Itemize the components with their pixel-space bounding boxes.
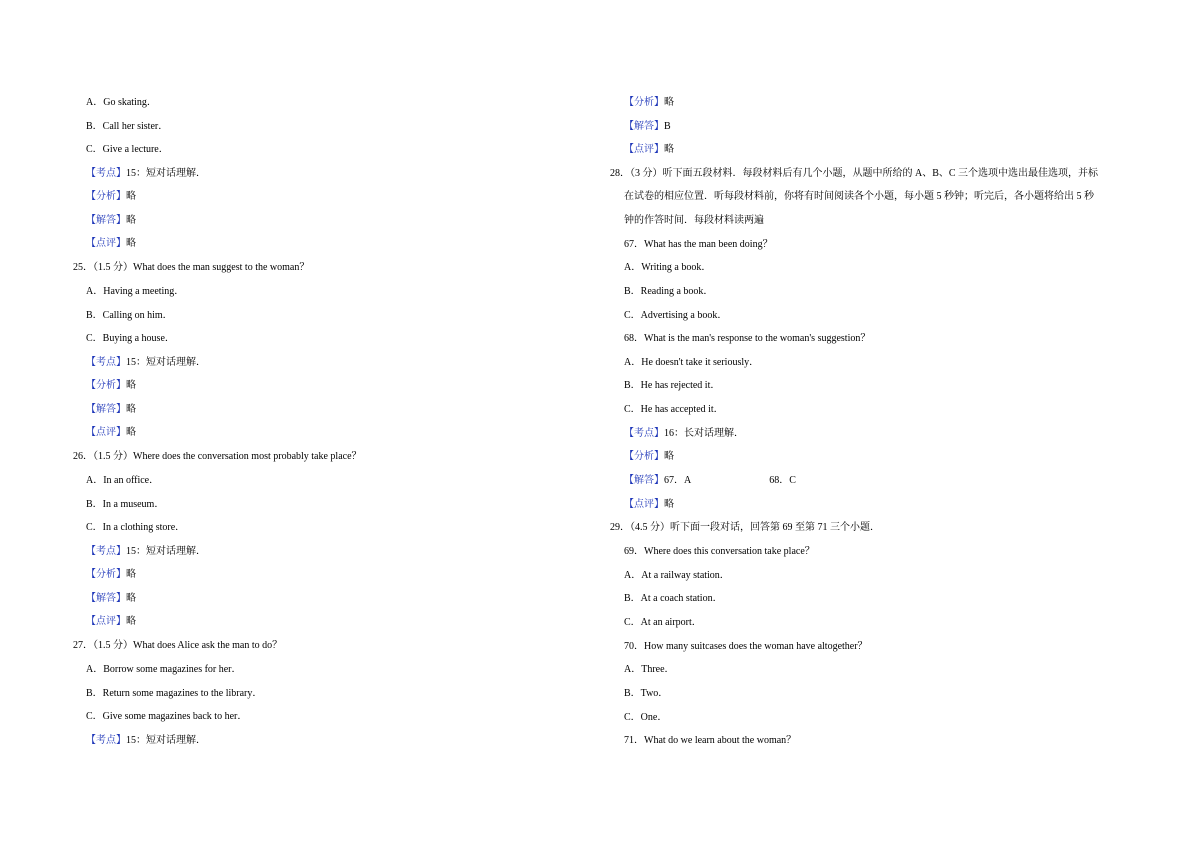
dianping-text: 略 [664, 499, 674, 510]
q27-option-a: A．Borrow some magazines for her． [86, 664, 242, 675]
q28-stem-line1: 28．（3 分）听下面五段材料．每段材料后有几个小题，从题中所给的 A、B、C 三个选项中选出最佳选项，并标 [610, 168, 1099, 179]
q25-kaodian [86, 356, 206, 370]
q26-jieda [86, 592, 136, 606]
fenxi-tag: 【分析】 [86, 380, 126, 391]
q28-fenxi [624, 450, 674, 464]
q26-dianping [86, 615, 136, 629]
q24-option-b: B．Call her sister． [86, 121, 169, 132]
fenxi-tag: 【分析】 [86, 569, 126, 580]
q68-option-b: B．He has rejected it． [624, 380, 721, 391]
q71-stem: 71．What do we learn about the woman？ [624, 735, 797, 746]
dianping-tag: 【点评】 [86, 427, 126, 438]
q68-option-c: C．He has accepted it． [624, 404, 724, 415]
q27-option-b: B．Return some magazines to the library． [86, 688, 263, 699]
q27-fenxi [624, 96, 674, 110]
dianping-tag: 【点评】 [86, 616, 126, 627]
kaodian-text: 15：短对话理解． [126, 735, 206, 746]
q28-stem-line2: 在试卷的相应位置．听每段材料前，你将有时间阅读各个小题，每小题 5 秒钟；听完后，各小题将给出 5 秒 [624, 191, 1094, 202]
q68-stem: 68．What is the man's response to the woman's suggestion？ [624, 333, 871, 344]
kaodian-tag: 【考点】 [86, 546, 126, 557]
kaodian-tag: 【考点】 [86, 735, 126, 746]
q25-option-b: B．Calling on him． [86, 310, 173, 321]
q24-dianping [86, 237, 136, 251]
q26-option-c: C．In a clothing store． [86, 522, 186, 533]
q28-dianping [624, 498, 674, 512]
dianping-text: 略 [126, 616, 136, 627]
jieda-tag: 【解答】 [86, 215, 126, 226]
dianping-tag: 【点评】 [624, 144, 664, 155]
dianping-text: 略 [664, 144, 674, 155]
q67-option-a: A．Writing a book． [624, 262, 712, 273]
q27-kaodian [86, 734, 206, 748]
q68-option-a: A．He doesn't take it seriously． [624, 357, 760, 368]
fenxi-text: 略 [126, 191, 136, 202]
q69-stem: 69．Where does this conversation take place？ [624, 546, 815, 557]
q24-kaodian [86, 167, 206, 181]
q25-stem: 25．（1.5 分）What does the man suggest to the woman？ [73, 262, 310, 273]
q69-option-b: B．At a coach station． [624, 593, 723, 604]
q70-option-c: C．One． [624, 712, 668, 723]
dianping-text: 略 [126, 238, 136, 249]
jieda-tag: 【解答】 [624, 121, 664, 132]
jieda-text: 略 [126, 593, 136, 604]
q25-option-a: A．Having a meeting． [86, 286, 185, 297]
jieda-tag: 【解答】 [86, 593, 126, 604]
kaodian-tag: 【考点】 [86, 357, 126, 368]
fenxi-text: 略 [126, 380, 136, 391]
dianping-tag: 【点评】 [86, 238, 126, 249]
jieda-tag: 【解答】 [624, 475, 664, 486]
kaodian-tag: 【考点】 [86, 168, 126, 179]
kaodian-text: 15：短对话理解． [126, 357, 206, 368]
q25-jieda [86, 403, 136, 417]
q26-kaodian [86, 545, 206, 559]
q24-jieda [86, 214, 136, 228]
q70-stem: 70．How many suitcases does the woman have altogether？ [624, 641, 868, 652]
jieda-text: 略 [126, 215, 136, 226]
q26-option-b: B．In a museum． [86, 499, 165, 510]
q70-option-a: A．Three． [624, 664, 675, 675]
q25-option-c: C．Buying a house． [86, 333, 175, 344]
jieda-answer-68: 68．C [769, 475, 796, 486]
jieda-text: 略 [126, 404, 136, 415]
dianping-tag: 【点评】 [624, 499, 664, 510]
q27-option-c: C．Give some magazines back to her． [86, 711, 248, 722]
q27-jieda [624, 120, 671, 134]
fenxi-tag: 【分析】 [86, 191, 126, 202]
q25-dianping [86, 426, 136, 440]
kaodian-text: 16：长对话理解． [664, 428, 744, 439]
jieda-text: B [664, 121, 671, 132]
q67-stem: 67．What has the man been doing？ [624, 239, 773, 250]
fenxi-text: 略 [664, 451, 674, 462]
fenxi-text: 略 [126, 569, 136, 580]
q29-stem: 29．（4.5 分）听下面一段对话，回答第 69 至第 71 三个小题． [610, 522, 880, 533]
fenxi-tag: 【分析】 [624, 97, 664, 108]
q24-fenxi [86, 190, 136, 204]
q26-option-a: A．In an office． [86, 475, 160, 486]
q69-option-c: C．At an airport． [624, 617, 702, 628]
q26-stem: 26．（1.5 分）Where does the conversation most probably take place？ [73, 451, 362, 462]
q28-kaodian [624, 427, 744, 441]
q67-option-c: C．Advertising a book． [624, 310, 728, 321]
fenxi-text: 略 [664, 97, 674, 108]
q24-option-a: A．Go skating． [86, 97, 157, 108]
q25-fenxi [86, 379, 136, 393]
q28-stem-line3: 钟的作答时间．每段材料读两遍 [624, 215, 764, 226]
fenxi-tag: 【分析】 [624, 451, 664, 462]
q67-option-b: B．Reading a book． [624, 286, 714, 297]
jieda-answer-67: 67．A [664, 475, 692, 486]
kaodian-tag: 【考点】 [624, 428, 664, 439]
q24-option-c: C．Give a lecture． [86, 144, 169, 155]
kaodian-text: 15：短对话理解． [126, 546, 206, 557]
jieda-tag: 【解答】 [86, 404, 126, 415]
q70-option-b: B．Two． [624, 688, 669, 699]
dianping-text: 略 [126, 427, 136, 438]
q28-jieda [624, 474, 796, 488]
q26-fenxi [86, 568, 136, 582]
q27-dianping [624, 143, 674, 157]
q27-stem: 27．（1.5 分）What does Alice ask the man to do？ [73, 640, 283, 651]
q69-option-a: A．At a railway station． [624, 570, 730, 581]
kaodian-text: 15：短对话理解． [126, 168, 206, 179]
